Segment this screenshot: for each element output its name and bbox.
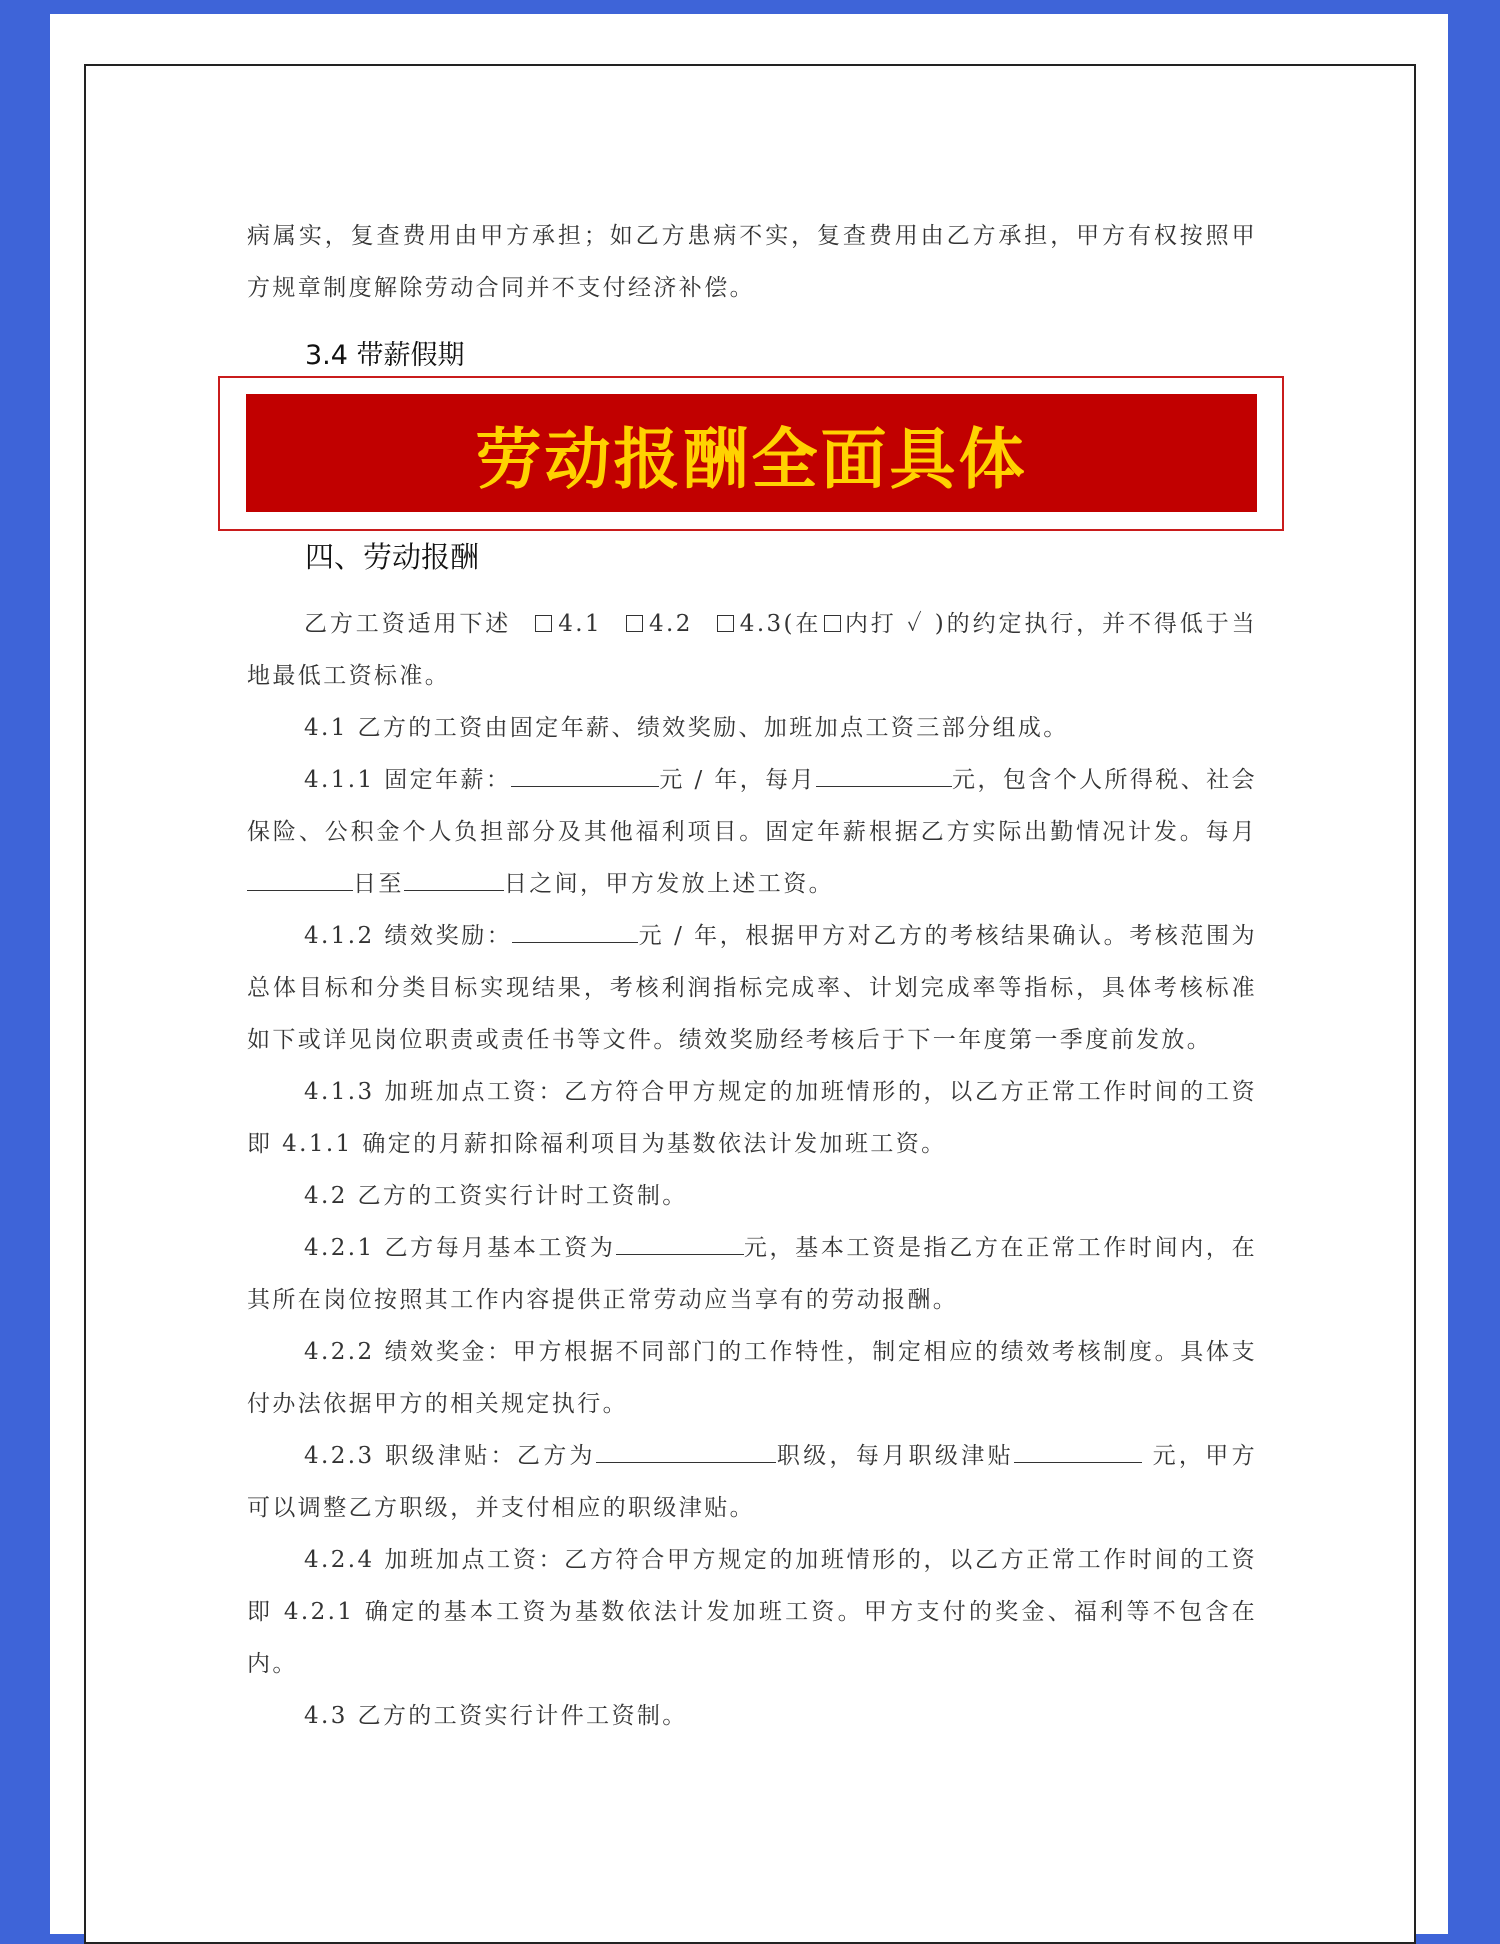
rank-blank[interactable] xyxy=(596,1440,776,1463)
promo-banner xyxy=(246,394,1257,512)
paragraph-4-1-3: 4.1.3 加班加点工资：乙方符合甲方规定的加班情形的，以乙方正常工作时间的工资即 4.1.1 确定的月薪扣除福利项目为基数依法计发加班工资。 xyxy=(247,1079,1257,1157)
paragraph-4-2: 4.2 乙方的工资实行计时工资制。 xyxy=(304,1183,688,1209)
intro-opt3-mid: 内打 ✓ )的约定执行，并不得低于当地最低工资标准。 xyxy=(247,611,1257,689)
paragraph-4-2-2: 4.2.2 绩效奖金：甲方根据不同部门的工作特性，制定相应的绩效考核制度。具体支付办法依据甲方的相关规定执行。 xyxy=(247,1339,1257,1417)
p4-1-2-b: 元 / 年，根据甲方对乙方的考核结果确认。考核范围为总体目标和分类目标实现结果，考核利润指标完成率、计划完成率等指标，具体考核标准如下或详见岗位职责或责任书等文件。绩效奖励经考核后于下一年度第一季度前发放。 xyxy=(247,923,1258,1053)
monthly-salary-blank[interactable] xyxy=(816,764,952,787)
p4-1-1-e: 日之间，甲方发放上述工资。 xyxy=(503,871,835,897)
p4-1-1-d: 日至 xyxy=(353,871,404,897)
checkbox-sample-icon xyxy=(824,615,841,632)
performance-bonus-blank[interactable] xyxy=(512,920,638,943)
p4-2-3-c: 元，甲方可以调整乙方职级，并支付相应的职级津贴。 xyxy=(247,1443,1257,1521)
p4-2-1-a: 4.2.1 乙方每月基本工资为 xyxy=(304,1235,616,1261)
p4-1-1-a: 4.1.1 固定年薪： xyxy=(304,767,512,793)
paragraph-4-2-3 xyxy=(247,1430,1257,1534)
paragraph-4-1: 4.1 乙方的工资由固定年薪、绩效奖励、加班加点工资三部分组成。 xyxy=(304,715,1069,741)
intro-opt1: 4.1 xyxy=(558,611,602,637)
intro-opt2: 4.2 xyxy=(649,611,693,637)
banner-title: 劳动报酬全面具体 xyxy=(475,420,1028,498)
paragraph-4-1-1 xyxy=(247,754,1257,910)
pay-day-start-blank[interactable] xyxy=(247,868,353,891)
intro-lead: 乙方工资适用下述 xyxy=(304,611,512,637)
checkbox-4-1[interactable] xyxy=(535,615,552,632)
paragraph-4-2-1 xyxy=(247,1222,1257,1326)
intro-opt3: 4.3(在 xyxy=(739,611,822,637)
base-salary-blank[interactable] xyxy=(616,1232,744,1255)
p4-2-3-a: 4.2.3 职级津贴：乙方为 xyxy=(304,1443,596,1469)
heading-3-4: 3.4 带薪假期 xyxy=(305,340,465,371)
checkbox-4-2[interactable] xyxy=(626,615,643,632)
p4-1-2-a: 4.1.2 绩效奖励： xyxy=(304,923,513,949)
checkbox-4-3[interactable] xyxy=(717,615,734,632)
rank-allowance-blank[interactable] xyxy=(1014,1440,1142,1463)
p4-2-3-b: 职级，每月职级津贴 xyxy=(775,1443,1014,1469)
p4-1-1-c: 元，包含个人所得税、社会保险、公积金个人负担部分及其他福利项目。固定年薪根据乙方实际出勤情况计发。每月 xyxy=(247,767,1257,845)
continuation-block xyxy=(247,210,1257,314)
section-4-body xyxy=(247,598,1257,1742)
annual-salary-blank[interactable] xyxy=(511,764,659,787)
paragraph-4-1-2 xyxy=(247,910,1257,1066)
heading-4: 四、劳动报酬 xyxy=(305,540,480,574)
paragraph-continuation: 病属实，复查费用由甲方承担；如乙方患病不实，复查费用由乙方承担，甲方有权按照甲方规章制度解除劳动合同并不支付经济补偿。 xyxy=(247,223,1257,301)
paragraph-4-2-4: 4.2.4 加班加点工资：乙方符合甲方规定的加班情形的，以乙方正常工作时间的工资即 4.2.1 确定的基本工资为基数依法计发加班工资。甲方支付的奖金、福利等不包含在内。 xyxy=(247,1547,1257,1677)
paragraph-intro xyxy=(247,598,1257,702)
pay-day-end-blank[interactable] xyxy=(404,868,504,891)
p4-1-1-b: 元 / 年，每月 xyxy=(659,767,817,793)
p4-2-1-b: 元，基本工资是指乙方在正常工作时间内，在其所在岗位按照其工作内容提供正常劳动应当享有的劳动报酬。 xyxy=(247,1235,1257,1313)
paragraph-4-3: 4.3 乙方的工资实行计件工资制。 xyxy=(304,1703,688,1729)
